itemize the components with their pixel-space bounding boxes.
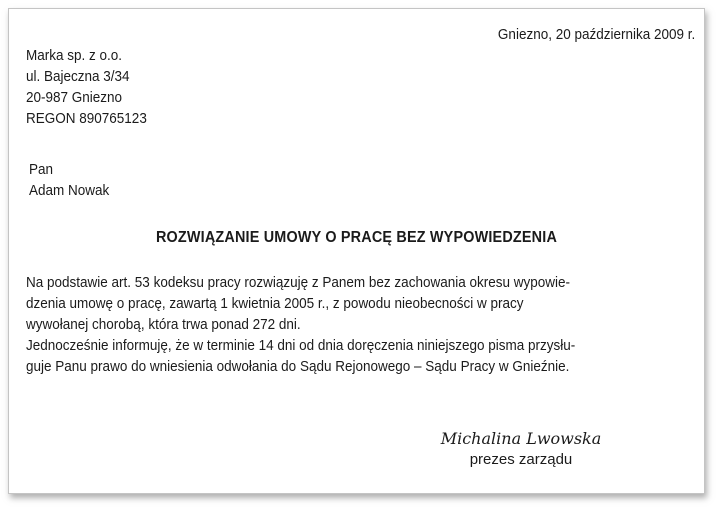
- sender-company: Marka sp. z o.o.: [26, 47, 123, 64]
- sender-regon: REGON 890765123: [26, 110, 147, 127]
- body-line: wywołanej chorobą, która trwa ponad 272 dni.: [26, 316, 301, 333]
- recipient-block: [29, 159, 109, 201]
- signature-name: Michalina Lwowska: [440, 429, 602, 448]
- body-line: guje Panu prawo do wniesienia odwołania do Sądu Rejonowego – Sądu Pracy w Gnieźnie.: [26, 358, 570, 375]
- signature-role: prezes zarządu: [469, 451, 573, 468]
- body-text: [26, 272, 575, 377]
- sender-address-block: [26, 45, 147, 129]
- body-line: Na podstawie art. 53 kodeksu pracy rozwiązuję z Panem bez zachowania okresu wypowie-: [26, 274, 571, 291]
- signature-block: [391, 428, 651, 470]
- body-line: dzenia umowę o pracę, zawartą 1 kwietnia 2005 r., z powodu nieobecności w pracy: [26, 295, 524, 312]
- sender-street: ul. Bajeczna 3/34: [26, 68, 130, 85]
- body-line: Jednocześnie informuję, że w terminie 14 dni od dnia doręczenia niniejszego pisma przysłu-: [26, 337, 576, 354]
- recipient-salutation: Pan: [29, 161, 54, 178]
- recipient-name: Adam Nowak: [29, 182, 110, 199]
- document-title: ROZWIĄZANIE UMOWY O PRACĘ BEZ WYPOWIEDZENIA: [155, 229, 558, 246]
- sender-city: 20-987 Gniezno: [26, 89, 123, 106]
- document-page: [8, 8, 705, 494]
- date-line: Gniezno, 20 października 2009 r.: [497, 26, 695, 43]
